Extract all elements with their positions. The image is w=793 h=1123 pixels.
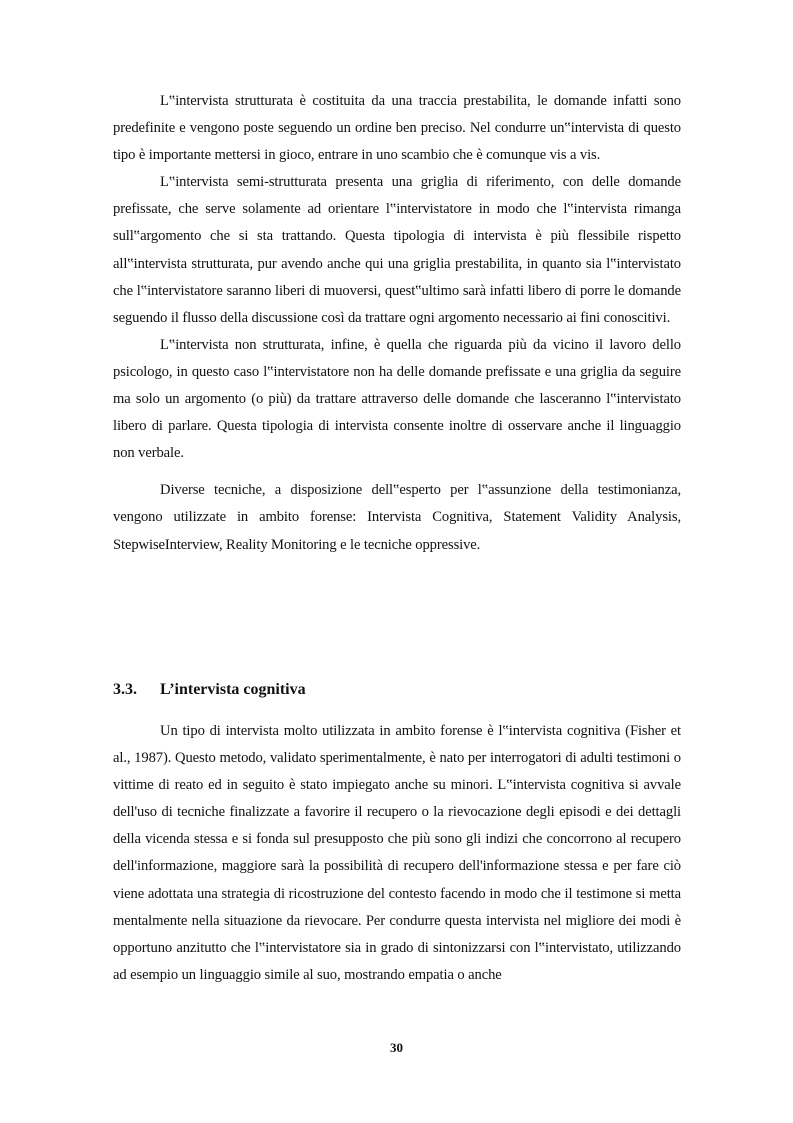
paragraph-cognitive-interview: Un tipo di intervista molto utilizzata in ambito forense è l‟intervista cognitiva (Fisher et al., 1987). Questo metodo, validato sperimentalmente, è nato per interrogatori di adulti testimoni o vittime di reato ed in seguito è stato impiegato anche su minori. L‟intervista cognitiva si avvale dell'uso di tecniche finalizzate a favorire il recupero o la rievocazione degli episodi e dei dettagli della vicenda stessa e si fonda sul presupposto che più sono gli indizi che concorrono al recupero dell'informazione, maggiore sarà la possibilità di recupero dell'informazione stessa e per fare ciò viene adottata una strategia di ricostruzione del contesto facendo in modo che il testimone si metta mentalmente nella situazione da rievocare. Per condurre questa intervista nel migliore dei modi è opportuno anzitutto che l‟intervistatore sia in grado di sintonizzarsi con l‟intervistato, utilizzando ad esempio un linguaggio simile al suo, mostrando empatia o anche [113, 723, 681, 983]
section-heading [113, 678, 306, 702]
paragraph-unstructured-interview: L‟intervista non strutturata, infine, è quella che riguarda più da vicino il lavoro dello psicologo, in questo caso l‟intervistatore non ha delle domande prefissate e una griglia da seguire ma solo un argomento (o più) da trattare attraverso delle domande che lasceranno l‟intervistato libero di parlare. Questa tipologia di intervista consente inoltre di osservare anche il linguaggio non verbale. [113, 336, 681, 462]
paragraph-forensic-techniques: Diverse tecniche, a disposizione dell‟esperto per l‟assunzione della testimonianza, vengono utilizzate in ambito forense: Intervista Cognitiva, Statement Validity Analysis, StepwiseInterview, Reality Monitoring e le tecniche oppressive. [113, 482, 681, 553]
section-number: 3.3. [113, 681, 137, 698]
page-number: 30 [390, 1040, 403, 1055]
paragraph-structured-interview: L‟intervista strutturata è costituita da una traccia prestabilita, le domande infatti sono predefinite e vengono poste seguendo un ordine ben preciso. Nel condurre un‟intervista di questo tipo è importante mettersi in gioco, entrare in uno scambio che è comunque vis a vis. [113, 93, 681, 164]
paragraph-semi-structured-interview: L‟intervista semi-strutturata presenta una griglia di riferimento, con delle domande prefissate, che serve solamente ad orientare l‟intervistatore in modo che l‟intervista rimanga sull‟argomento che si sta trattando. Questa tipologia di intervista è più flessibile rispetto all‟intervista strutturata, pur avendo anche qui una griglia prestabilita, in quanto sia l‟intervistato che l‟intervistatore saranno liberi di muoversi, quest‟ultimo sarà infatti libero di porre le domande seguendo il flusso della discussione così da trattare ogni argomento necessario ai fini conoscitivi. [113, 174, 681, 326]
section-body [113, 718, 681, 989]
section-title: L’intervista cognitiva [160, 681, 306, 698]
document-page [113, 88, 681, 983]
